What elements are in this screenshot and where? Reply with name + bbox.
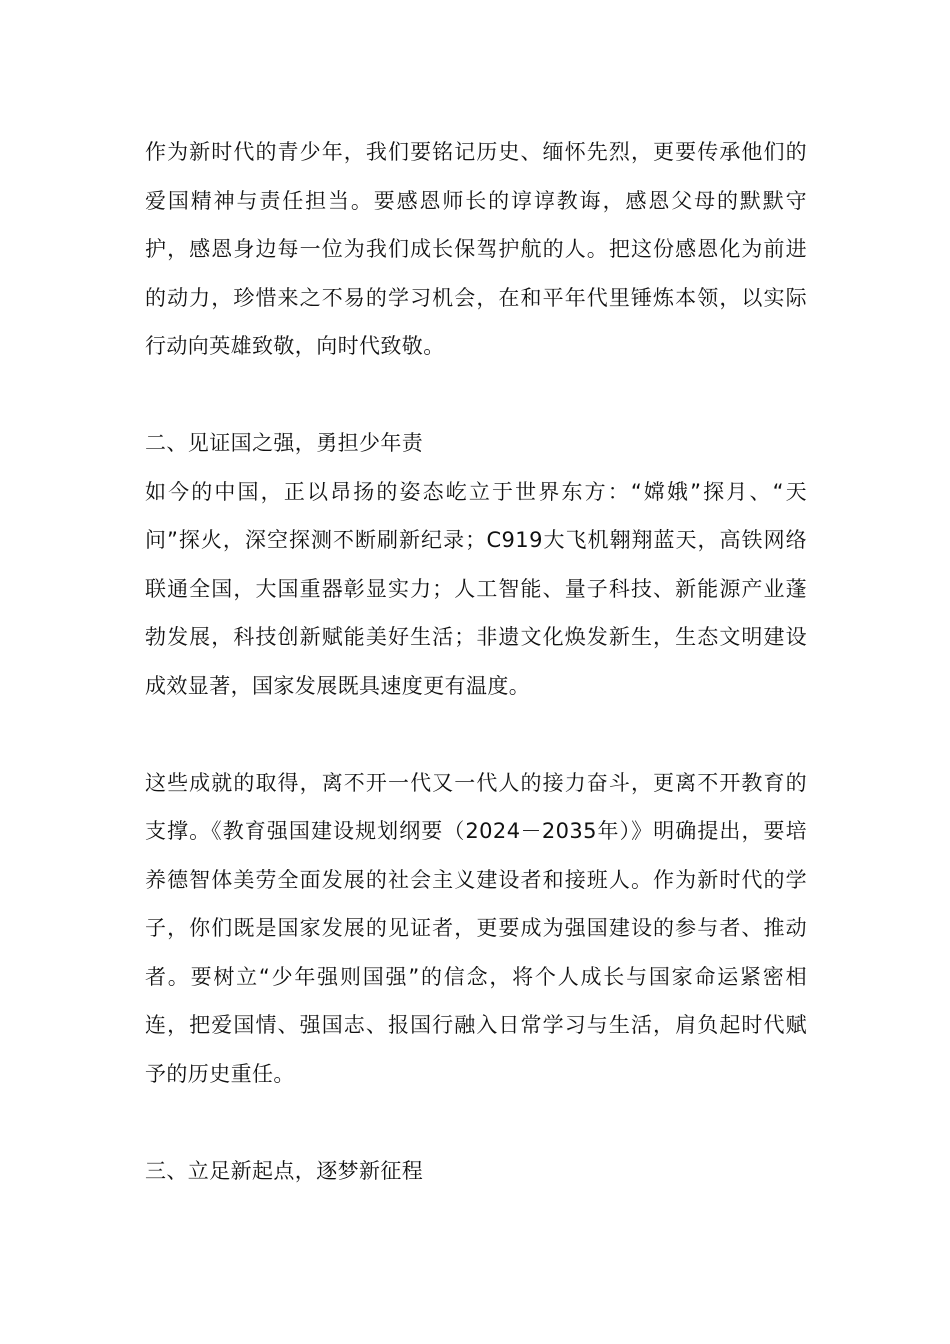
section-two-heading: 二、见证国之强，勇担少年责: [145, 431, 424, 455]
document-body: [145, 128, 807, 1195]
paragraph-gratitude: 作为新时代的青少年，我们要铭记历史、缅怀先烈，更要传承他们的爱国精神与责任担当。要感恩师长的谆谆教诲，感恩父母的默默守护，感恩身边每一位为我们成长保驾护航的人。把这份感恩化为前进的动力，珍惜来之不易的学习机会，在和平年代里锤炼本领，以实际行动向英雄致敬，向时代致敬。: [145, 140, 807, 358]
section-three-heading: 三、立足新起点，逐梦新征程: [145, 1158, 424, 1183]
paragraph-spacer: [145, 1098, 807, 1147]
paragraph-achievements: 如今的中国，正以昂扬的姿态屹立于世界东方：“嫦娥”探月、“天问”探火，深空探测不断刷新纪录；C919大飞机翱翔蓝天，高铁网络联通全国，大国重器彰显实力；人工智能、量子科技、新能源产业蓬勃发展，科技创新赋能美好生活；非遗文化焕发新生，生态文明建设成效显著，国家发展既具速度更有温度。: [145, 479, 807, 698]
paragraph-spacer: [145, 371, 807, 420]
paragraph-education: 这些成就的取得，离不开一代又一代人的接力奋斗，更离不开教育的支撑。《教育强国建设规划纲要（2024－2035年）》明确提出，要培养德智体美劳全面发展的社会主义建设者和接班人。作为新时代的学子，你们既是国家发展的见证者，更要成为强国建设的参与者、推动者。要树立“少年强则国强”的信念，将个人成长与国家命运紧密相连，把爱国情、强国志、报国行融入日常学习与生活，肩负起时代赋予的历史重任。: [145, 770, 807, 1086]
paragraph-spacer: [145, 710, 807, 759]
